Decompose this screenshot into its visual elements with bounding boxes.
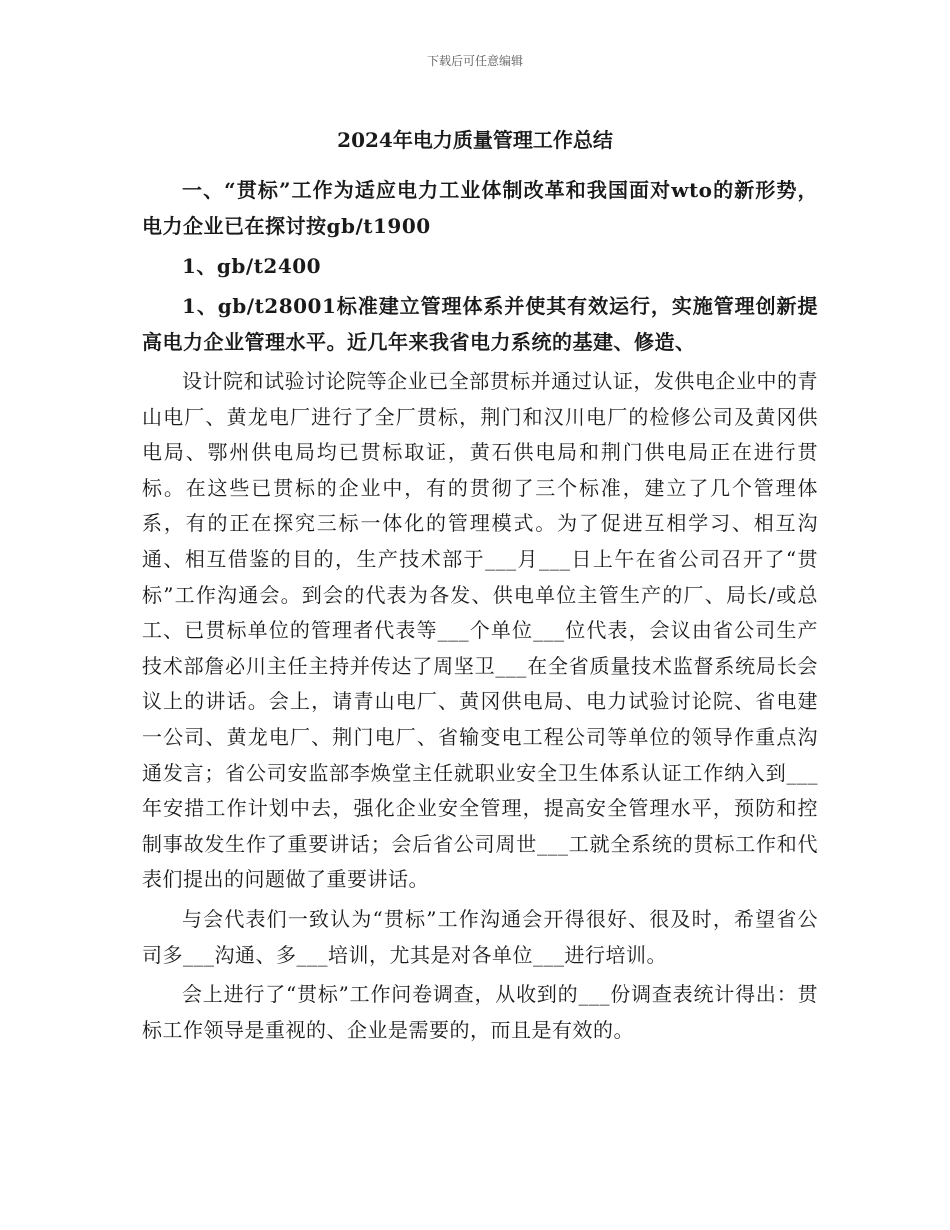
paragraph-2: 1、gb/t2400	[182, 254, 322, 278]
paragraph-6: 会上进行了“贯标”工作问卷调查，从收到的___份调查表统计得出：贯标工作领导是重视的、企业是需要的，而且是有效的。	[142, 982, 818, 1042]
paragraph-4: 设计院和试验讨论院等企业已全部贯标并通过认证，发供电企业中的青山电厂、黄龙电厂进行了全厂贯标，荆门和汉川电厂的检修公司及黄冈供电局、鄂州供电局均已贯标取证，黄石供电局和荆门供电局正在进行贯标。在这些已贯标的企业中，有的贯彻了三个标准，建立了几个管理体系，有的正在探究三标一体化的管理模式。为了促进互相学习、相互沟通、相互借鉴的目的，生产技术部于___月___日上午在省公司召开了“贯标”工作沟通会。到会的代表为各发、供电单位主管生产的厂、局长/或总工、已贯标单位的管理者代表等___个单位___位代表，会议由省公司生产技术部詹必川主任主持并传达了周坚卫___在全省质量技术监督系统局长会议上的讲话。会上，请青山电厂、黄冈供电局、电力试验讨论院、省电建一公司、黄龙电厂、荆门电厂、省输变电工程公司等单位的领导作重点沟通发言；省公司安监部李焕堂主任就职业安全卫生体系认证工作纳入到___年安措工作计划中去，强化企业安全管理，提高安全管理水平，预防和控制事故发生作了重要讲话；会后省公司周世___工就全系统的贯标工作和代表们提出的问题做了重要讲话。	[142, 369, 818, 892]
header-note: 下载后可任意编辑	[426, 54, 523, 68]
paragraph-3: 1、gb/t28001标准建立管理体系并使其有效运行，实施管理创新提高电力企业管理水平。近几年来我省电力系统的基建、修造、	[142, 294, 818, 354]
document-body	[142, 170, 818, 1048]
paragraph-5: 与会代表们一致认为“贯标”工作沟通会开得很好、很及时，希望省公司多___沟通、多___培训，尤其是对各单位___进行培训。	[142, 906, 818, 967]
paragraph-1: 一、“贯标”工作为适应电力工业体制改革和我国面对wto的新形势，电力企业已在探讨按gb/t1900	[142, 178, 818, 238]
document-title: 2024年电力质量管理工作总结	[337, 128, 613, 152]
